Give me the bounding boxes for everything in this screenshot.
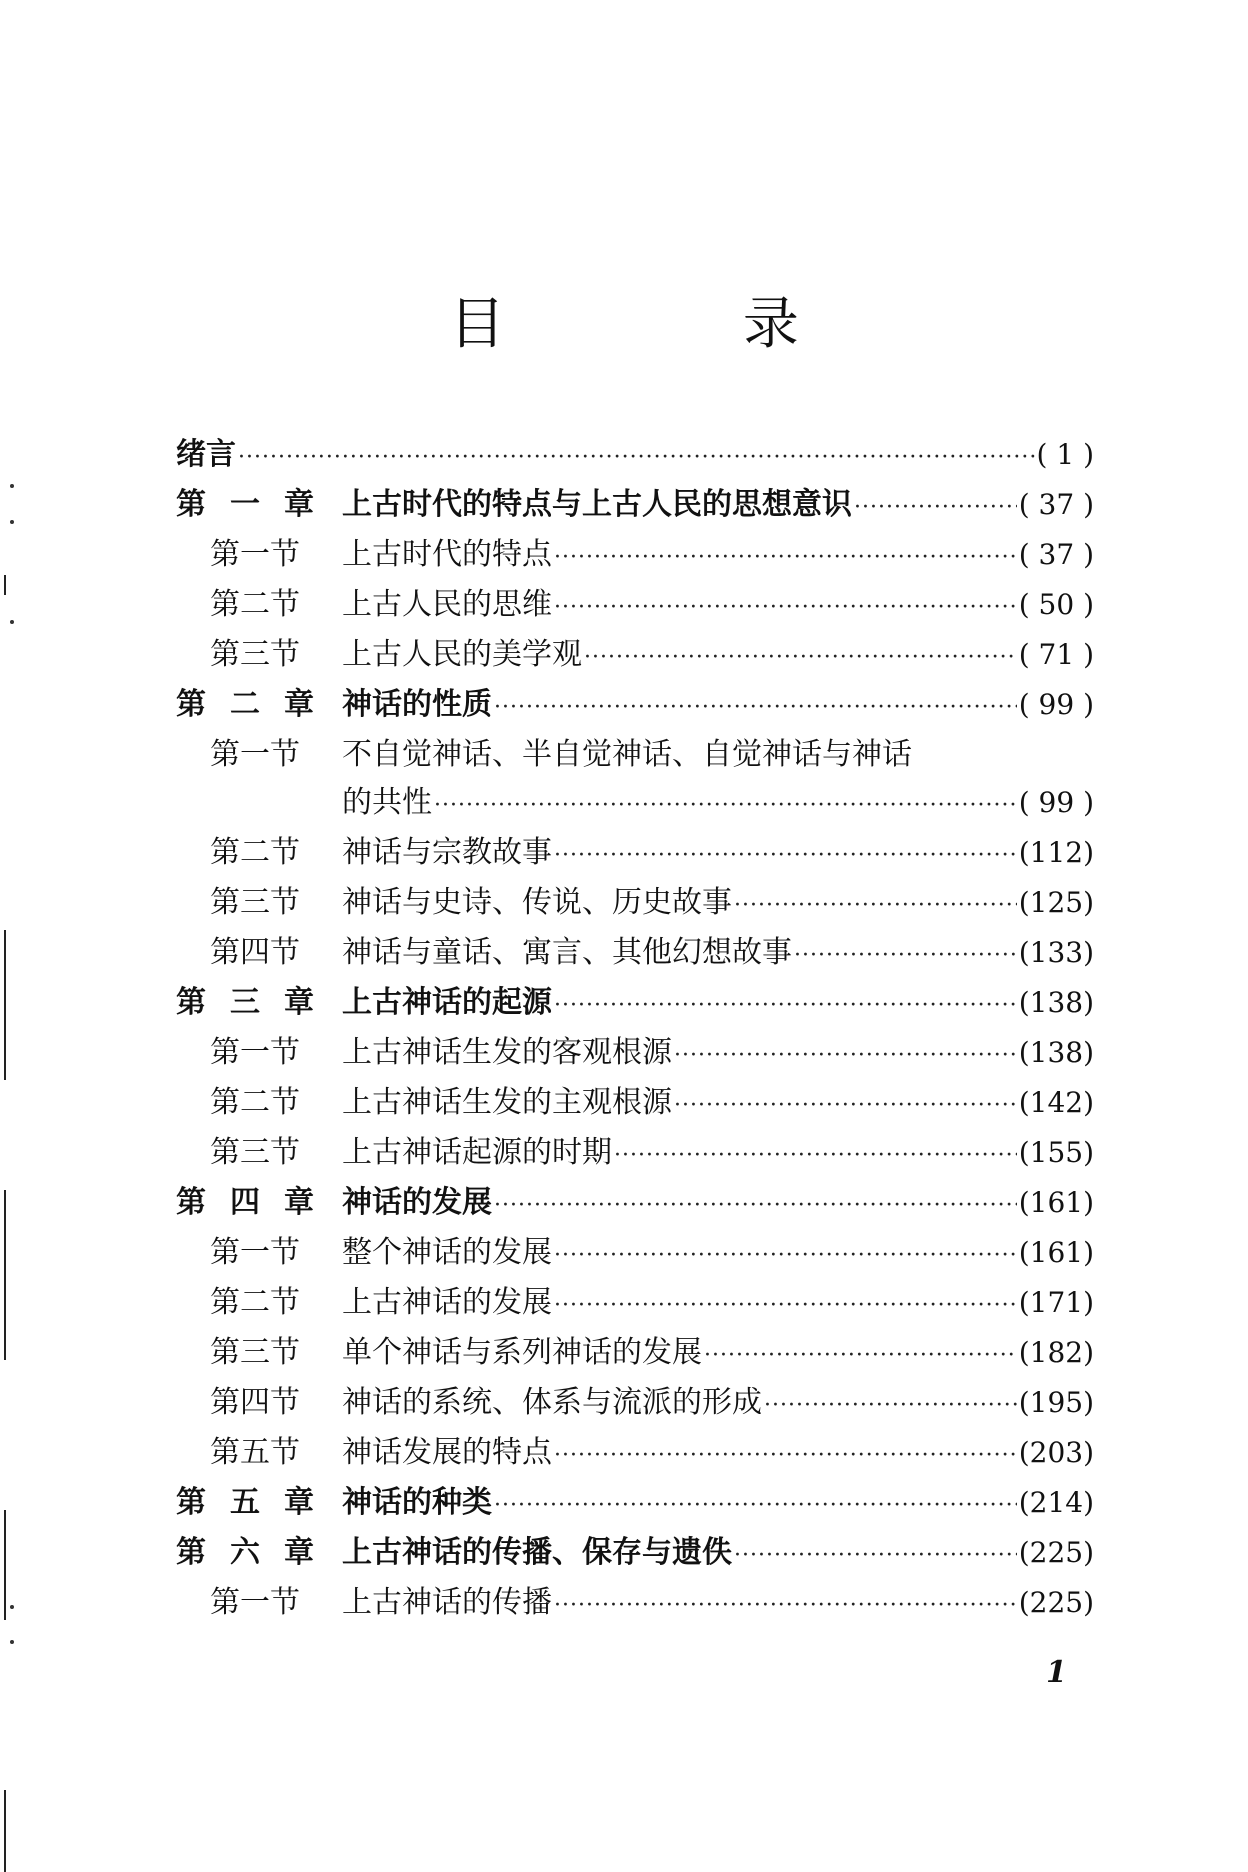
- toc-entry-title: 单个神话与系列神话的发展: [342, 1335, 702, 1370]
- dot-leader: [734, 1531, 1017, 1581]
- scan-margin-mark: [4, 1510, 6, 1620]
- toc-entry-title: 的共性: [342, 785, 432, 820]
- toc-entry: [176, 630, 1094, 680]
- toc-entry-page: (171): [1018, 1286, 1094, 1319]
- toc-entry-title: 上古神话的起源: [342, 985, 552, 1020]
- scan-margin-mark: [4, 575, 6, 595]
- toc-entry-title: 上古神话生发的主观根源: [342, 1085, 672, 1120]
- table-of-contents: [176, 430, 1094, 1628]
- toc-entry-label: 第三节: [210, 1135, 300, 1170]
- dot-leader: [584, 633, 1017, 683]
- toc-entry-label: 第一章: [176, 487, 338, 522]
- dot-leader: [614, 1131, 1017, 1181]
- toc-entry-page: (161): [1018, 1186, 1094, 1219]
- toc-entry-label: 第二节: [210, 835, 300, 870]
- toc-entry-page: ( 99 ): [1018, 688, 1094, 721]
- dot-leader: [674, 1031, 1017, 1081]
- toc-entry: [176, 1078, 1094, 1128]
- toc-entry-label: 第二节: [210, 1285, 300, 1320]
- toc-chapter-entry: [176, 978, 1094, 1028]
- toc-entry-label: 第二节: [210, 1085, 300, 1120]
- toc-chapter-entry: [176, 480, 1094, 530]
- toc-entry: [176, 1428, 1094, 1478]
- toc-entry-title: 上古人民的思维: [342, 587, 552, 622]
- toc-entry-page: (155): [1018, 1136, 1094, 1169]
- toc-entry-page: (161): [1018, 1236, 1094, 1269]
- toc-entry: [176, 828, 1094, 878]
- dot-leader: [494, 683, 1017, 733]
- dot-leader: [554, 981, 1017, 1031]
- page-number: 1: [1046, 1655, 1067, 1690]
- scan-margin-dot: [10, 1605, 14, 1609]
- dot-leader: [734, 881, 1017, 931]
- toc-entry-page: (133): [1018, 936, 1094, 969]
- toc-entry-page: (203): [1018, 1436, 1094, 1469]
- toc-entry-title: 上古神话的传播、保存与遗佚: [342, 1535, 732, 1570]
- dot-leader: [554, 1431, 1017, 1481]
- toc-entry: [176, 928, 1094, 978]
- toc-entry: [176, 1228, 1094, 1278]
- dot-leader: [554, 1581, 1017, 1631]
- toc-entry-page: (142): [1018, 1086, 1094, 1119]
- toc-entry-label: 第一节: [210, 1235, 300, 1270]
- toc-entry: [176, 1128, 1094, 1178]
- toc-entry-label: 第一节: [210, 1035, 300, 1070]
- toc-entry-page: ( 71 ): [1018, 638, 1094, 671]
- scan-margin-dot: [10, 1640, 14, 1644]
- toc-entry-title: 上古神话起源的时期: [342, 1135, 612, 1170]
- toc-entry-page: ( 1 ): [1036, 438, 1094, 471]
- toc-entry-label: 第四节: [210, 1385, 300, 1420]
- toc-entry-page: ( 50 ): [1018, 588, 1094, 621]
- toc-entry-title: 上古神话的发展: [342, 1285, 552, 1320]
- toc-entry-page: (138): [1018, 986, 1094, 1019]
- toc-entry-label: 第一节: [210, 737, 300, 772]
- toc-entry: [176, 730, 1094, 780]
- toc-entry-title: 上古人民的美学观: [342, 637, 582, 672]
- dot-leader: [554, 1281, 1017, 1331]
- toc-entry-page: ( 99 ): [1018, 786, 1094, 819]
- dot-leader: [554, 831, 1017, 881]
- toc-entry-title: 神话的系统、体系与流派的形成: [342, 1385, 762, 1420]
- toc-entry-label: 第二节: [210, 587, 300, 622]
- toc-entry-title: 上古神话生发的客观根源: [342, 1035, 672, 1070]
- toc-entry: [176, 530, 1094, 580]
- toc-entry-page: (138): [1018, 1036, 1094, 1069]
- toc-entry-title: 神话发展的特点: [342, 1435, 552, 1470]
- dot-leader: [494, 1181, 1017, 1231]
- toc-entry-label: 第四章: [176, 1185, 338, 1220]
- toc-entry-label: 第三章: [176, 985, 338, 1020]
- toc-entry-label: 第一节: [210, 537, 300, 572]
- toc-entry: [176, 1028, 1094, 1078]
- dot-leader: [554, 583, 1017, 633]
- toc-entry-page: ( 37 ): [1018, 538, 1094, 571]
- dot-leader: [554, 533, 1017, 583]
- toc-entry-label: 第三节: [210, 1335, 300, 1370]
- toc-entry-label: 第五章: [176, 1485, 338, 1520]
- toc-entry: [176, 1278, 1094, 1328]
- toc-entry-title: 上古神话的传播: [342, 1585, 552, 1620]
- toc-entry-title: 神话与童话、寓言、其他幻想故事: [342, 935, 792, 970]
- toc-entry-label: 第二章: [176, 687, 338, 722]
- toc-entry: [176, 1578, 1094, 1628]
- toc-entry: [176, 878, 1094, 928]
- toc-entry: [176, 1328, 1094, 1378]
- toc-entry-page: (225): [1018, 1586, 1094, 1619]
- toc-entry-label: 第一节: [210, 1585, 300, 1620]
- toc-entry-page: (225): [1018, 1536, 1094, 1569]
- toc-entry: [176, 1378, 1094, 1428]
- scan-margin-mark: [4, 1190, 6, 1360]
- toc-entry: [176, 580, 1094, 630]
- scan-margin-dot: [10, 520, 14, 524]
- toc-entry-page: (112): [1018, 836, 1094, 869]
- dot-leader: [494, 1481, 1017, 1531]
- page-title: 目 录: [449, 292, 909, 357]
- scan-margin-mark: [4, 930, 6, 1080]
- toc-chapter-entry: [176, 1478, 1094, 1528]
- toc-entry-label: 第四节: [210, 935, 300, 970]
- scan-margin-mark: [4, 1790, 6, 1872]
- scan-margin-dot: [10, 484, 14, 488]
- dot-leader: [238, 433, 1035, 483]
- toc-entry-title: 绪言: [176, 437, 236, 472]
- toc-chapter-entry: [176, 1528, 1094, 1578]
- toc-entry-page: (214): [1018, 1486, 1094, 1519]
- toc-entry: [176, 430, 1094, 480]
- toc-entry-title: 神话与宗教故事: [342, 835, 552, 870]
- toc-entry-title: 神话的种类: [342, 1485, 492, 1520]
- dot-leader: [704, 1331, 1017, 1381]
- toc-entry-title: 神话的性质: [342, 687, 492, 722]
- toc-entry-page: (182): [1018, 1336, 1094, 1369]
- toc-entry-page: ( 37 ): [1018, 488, 1094, 521]
- toc-entry-label: 第三节: [210, 885, 300, 920]
- dot-leader: [794, 931, 1017, 981]
- toc-entry: [176, 778, 1094, 828]
- toc-entry-title: 上古时代的特点与上古人民的思想意识: [342, 487, 852, 522]
- toc-entry-page: (125): [1018, 886, 1094, 919]
- dot-leader: [554, 1231, 1017, 1281]
- toc-chapter-entry: [176, 1178, 1094, 1228]
- dot-leader: [434, 781, 1017, 831]
- dot-leader: [674, 1081, 1017, 1131]
- toc-entry-label: 第六章: [176, 1535, 338, 1570]
- toc-entry-label: 第三节: [210, 637, 300, 672]
- dot-leader: [764, 1381, 1017, 1431]
- toc-entry-title: 不自觉神话、半自觉神话、自觉神话与神话: [342, 737, 912, 772]
- toc-entry-title: 神话的发展: [342, 1185, 492, 1220]
- toc-entry-title: 整个神话的发展: [342, 1235, 552, 1270]
- toc-entry-page: (195): [1018, 1386, 1094, 1419]
- toc-entry-label: 第五节: [210, 1435, 300, 1470]
- toc-entry-title: 神话与史诗、传说、历史故事: [342, 885, 732, 920]
- toc-chapter-entry: [176, 680, 1094, 730]
- dot-leader: [854, 483, 1017, 533]
- scan-margin-dot: [10, 620, 14, 624]
- toc-entry-title: 上古时代的特点: [342, 537, 552, 572]
